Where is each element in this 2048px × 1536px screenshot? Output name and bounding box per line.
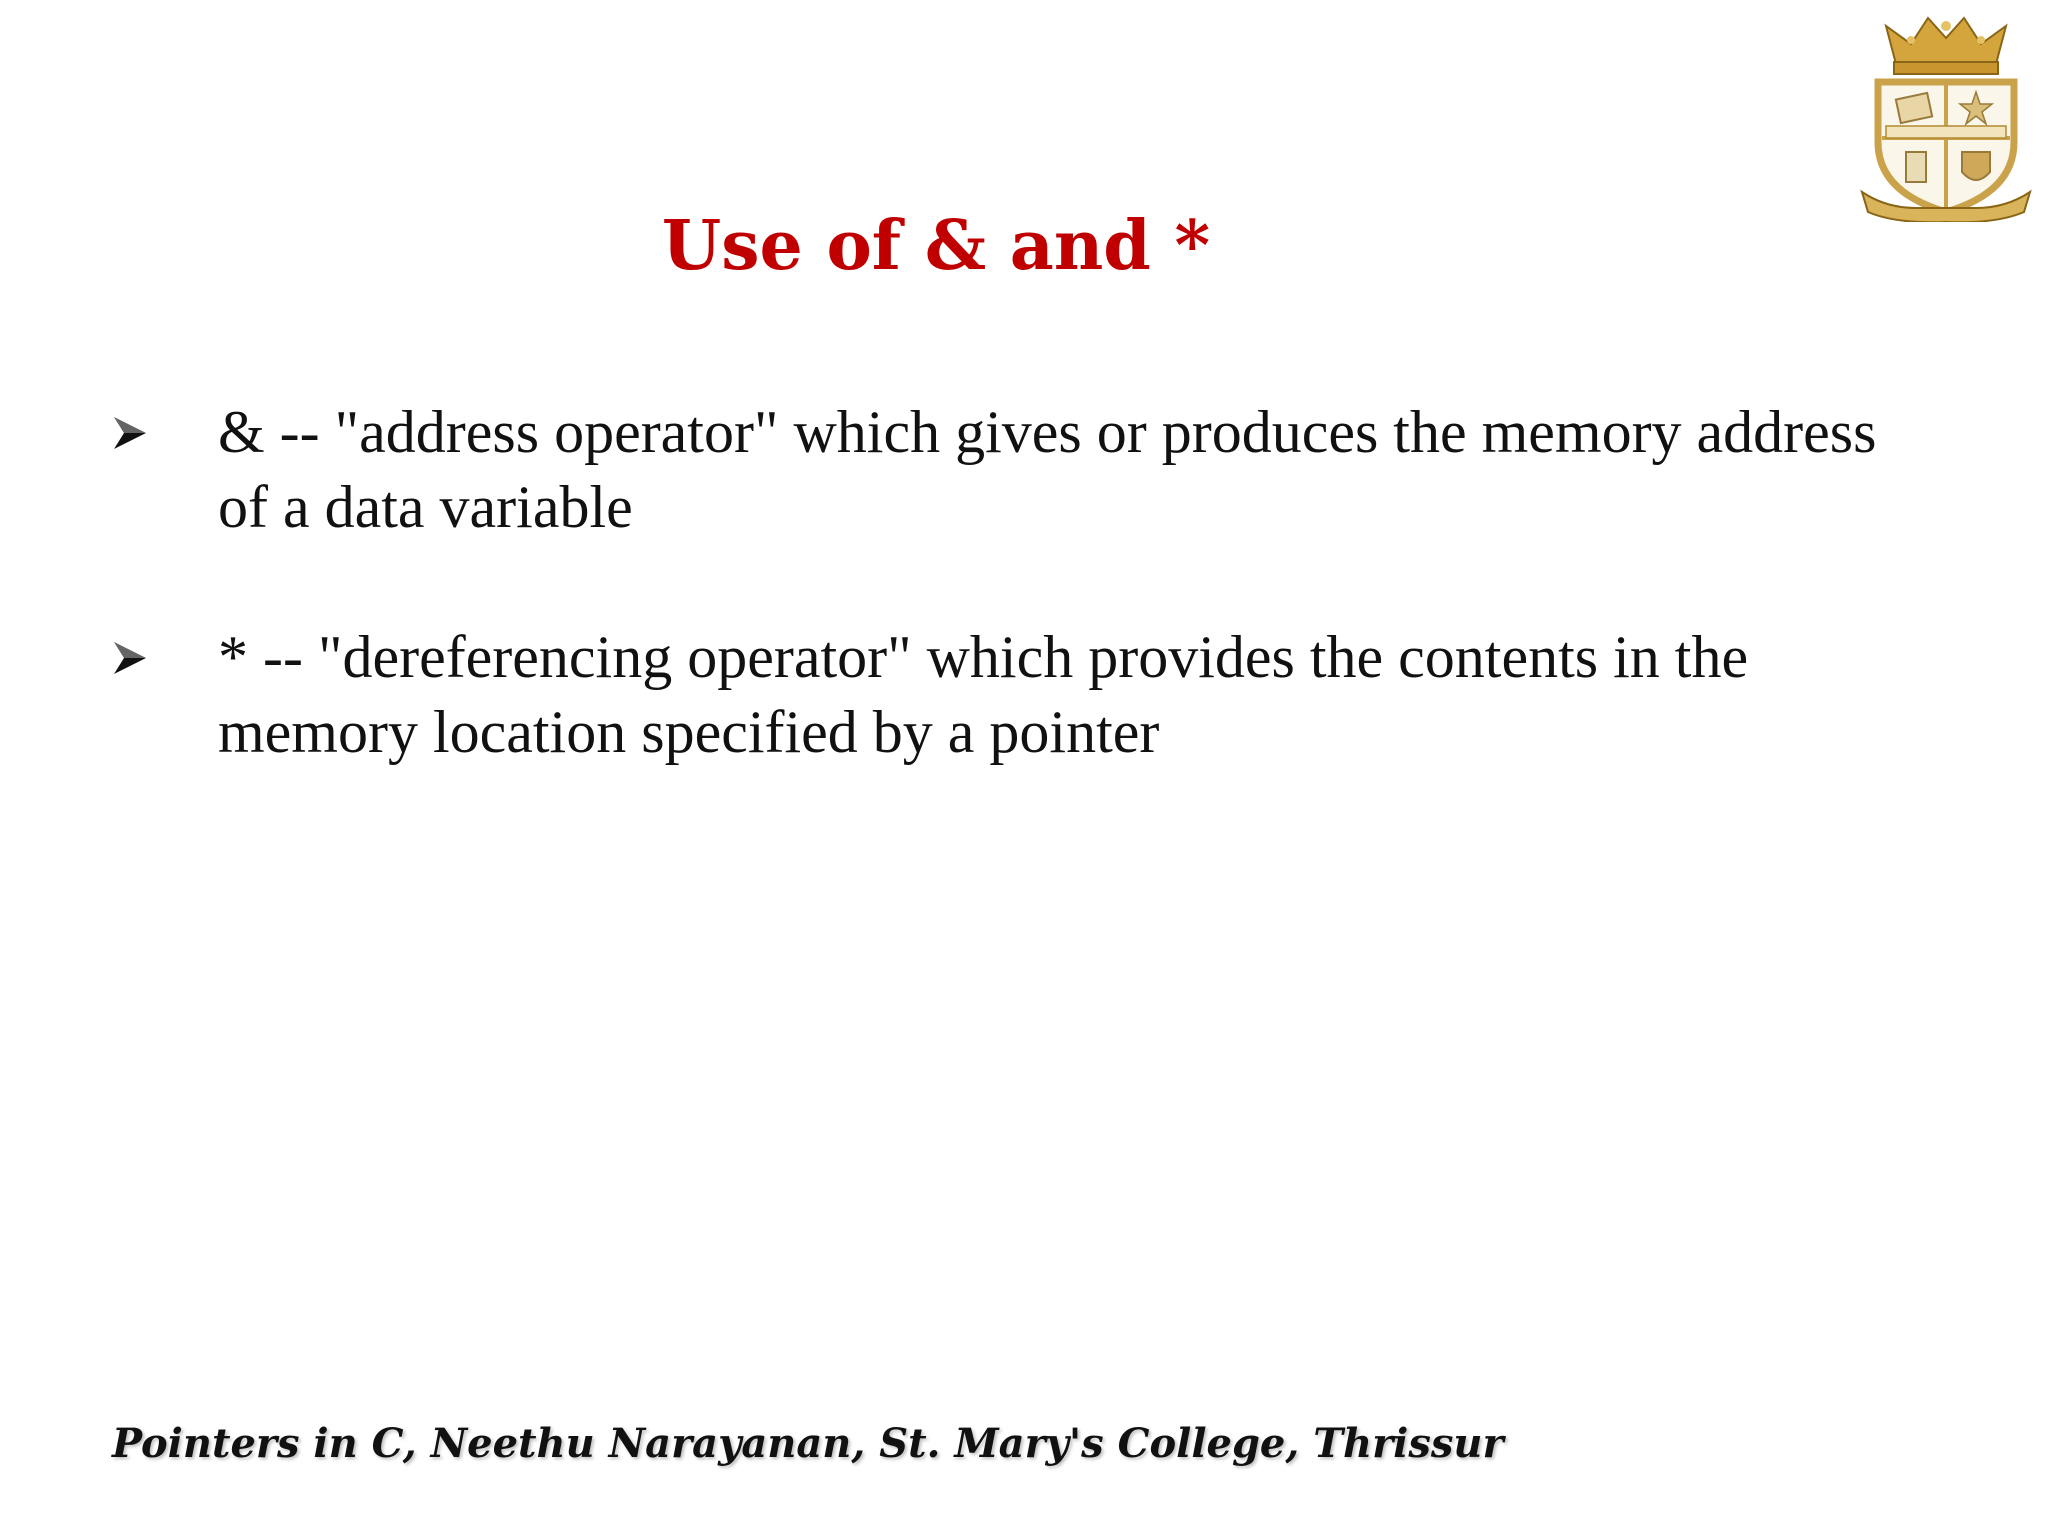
- bullet-list: [110, 395, 1910, 845]
- slide-footer: Pointers in C, Neethu Narayanan, St. Mary's College, Thrissur: [112, 1420, 1504, 1467]
- bullet-text: & -- "address operator" which gives or produces the memory address of a data variable: [218, 399, 1877, 540]
- bullet-item: [110, 620, 1910, 770]
- arrowhead-bullet-icon: [110, 395, 218, 470]
- bullet-item: [110, 395, 1910, 545]
- arrowhead-bullet-icon: [110, 620, 218, 695]
- bullet-text: * -- "dereferencing operator" which provides the contents in the memory location specified by a pointer: [218, 624, 1749, 765]
- college-crest-icon: [1856, 12, 2036, 222]
- slide-title: Use of & and *: [661, 206, 1211, 286]
